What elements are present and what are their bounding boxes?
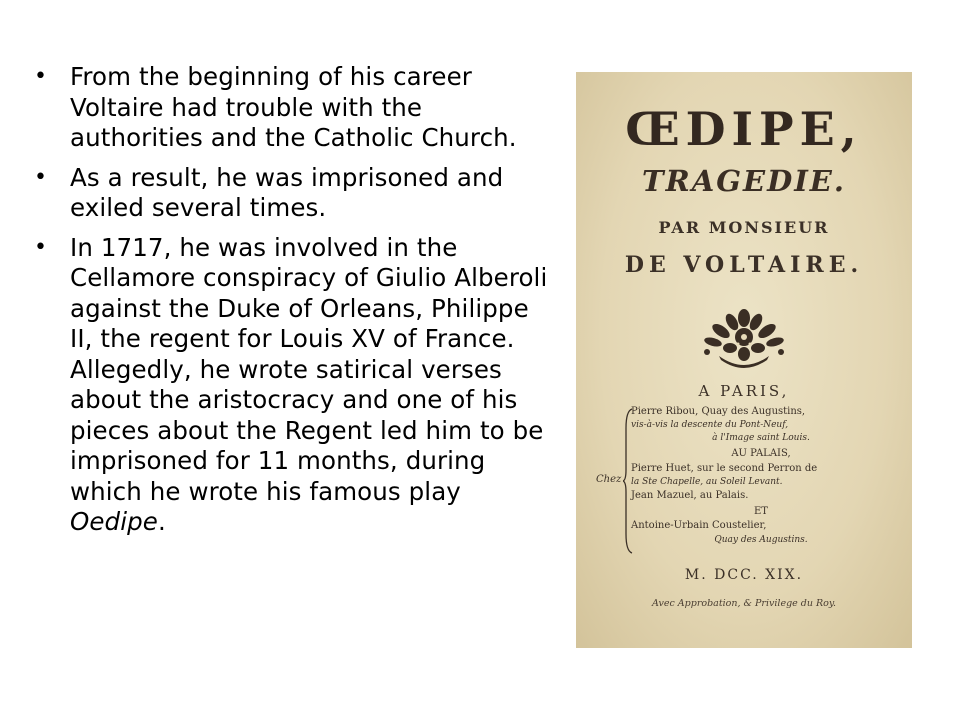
publisher-line: la Ste Chapelle, au Soleil Levant. — [631, 477, 783, 487]
bullet-item — [34, 163, 550, 224]
publisher-line: Quay des Augustins. — [714, 535, 808, 545]
publisher-chez: Chez — [596, 474, 622, 485]
bullet-list — [34, 62, 550, 547]
publisher-line: vis-à-vis la descente du Pont-Neuf, — [631, 420, 789, 430]
bullet-item — [34, 233, 550, 538]
floral-ornament-icon — [699, 304, 789, 370]
publisher-line: Pierre Huet, sur le second Perron de — [631, 463, 818, 474]
book-city: A PARIS, — [698, 382, 790, 400]
book-byline: PAR MONSIEUR — [658, 218, 830, 237]
publisher-line: Pierre Ribou, Quay des Augustins, — [631, 406, 806, 417]
book-footer: Avec Approbation, & Privilege du Roy. — [651, 598, 837, 609]
publisher-line: ET — [754, 506, 768, 517]
bullet-segment: In 1717, he was involved in the Cellamore conspiracy of Giulio Alberoli against the Duke of Orleans, Philippe II, the regent for Louis XV of France. Allegedly, he wrote satirical verses about the aristocracy and one of his pieces about the Regent led him to be imprisoned for 11 months, during which he wrote his famous play — [70, 232, 548, 506]
bullet-marker: • — [34, 234, 48, 260]
book-title: ŒDIPE, — [625, 102, 863, 156]
publisher-block — [596, 406, 891, 556]
publisher-line: à l'Image saint Louis. — [712, 433, 810, 443]
bullet-segment: From the beginning of his career Voltaire had trouble with the authorities and the Catholic Church. — [70, 62, 517, 152]
bullet-text — [70, 62, 517, 152]
title-page-image — [576, 72, 912, 648]
bullet-text — [70, 163, 503, 223]
publisher-line: Jean Mazuel, au Palais. — [631, 490, 749, 501]
play-title: Oedipe — [70, 507, 158, 536]
bullet-text — [70, 233, 547, 537]
bullet-item — [34, 62, 550, 154]
book-author: DE VOLTAIRE. — [624, 252, 864, 278]
book-subtitle: TRAGEDIE. — [642, 164, 846, 198]
book-date: M. DCC. XIX. — [684, 567, 804, 583]
bullet-segment: . — [157, 507, 166, 536]
bullet-segment: As a result, he was imprisoned and exiled several times. — [70, 162, 504, 222]
bullet-marker: • — [34, 164, 48, 190]
bullet-marker: • — [34, 64, 48, 89]
publisher-line: Antoine-Urbain Coustelier, — [631, 520, 767, 531]
publisher-line: AU PALAIS, — [731, 448, 791, 459]
